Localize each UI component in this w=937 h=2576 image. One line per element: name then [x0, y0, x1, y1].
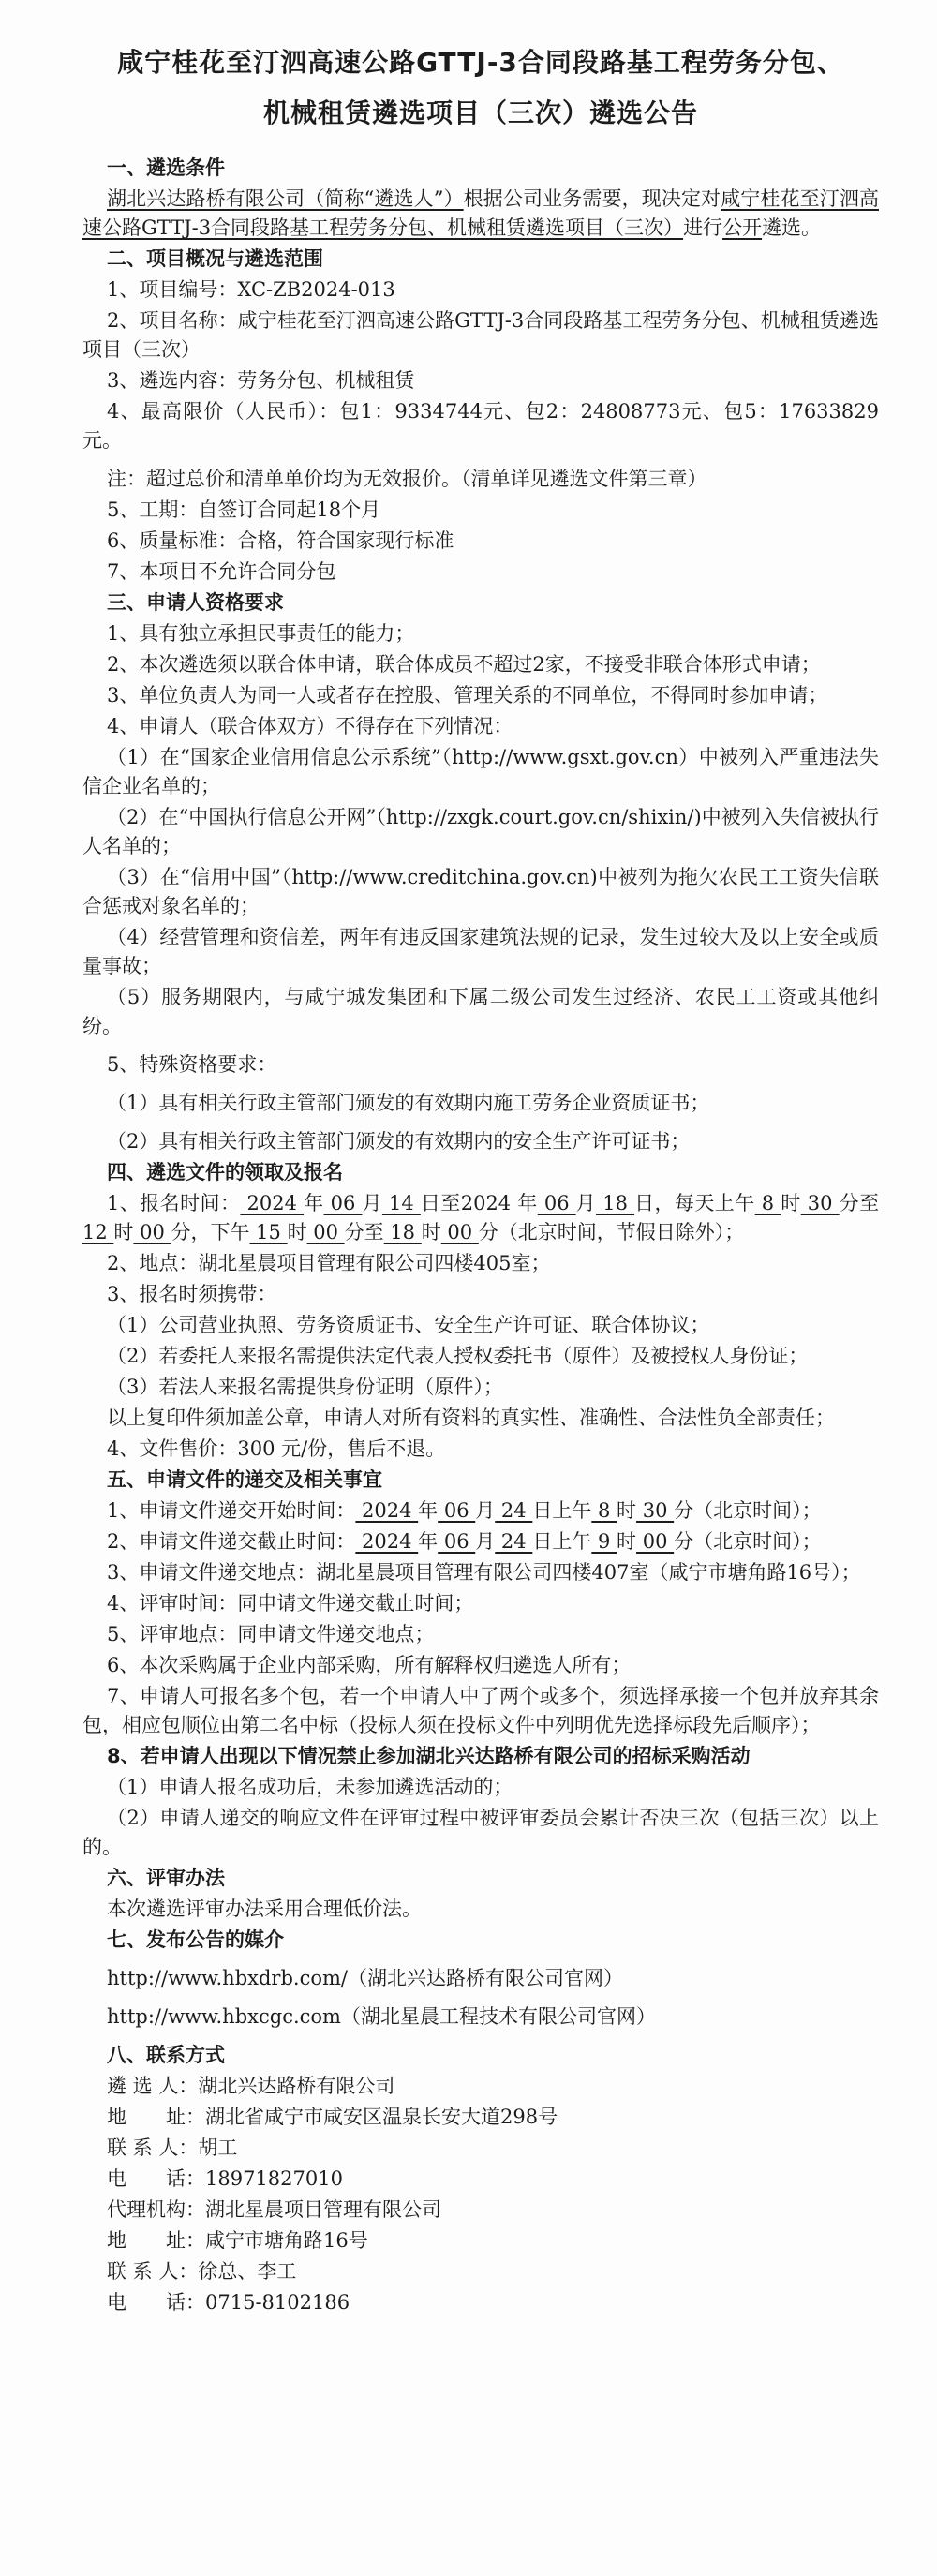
section-4-heading: 四、遴选文件的领取及报名 [107, 1161, 343, 1184]
section-6-heading: 六、评审办法 [107, 1867, 225, 1889]
paragraph-registration-time: 1、报名时间： 2024 年 06 月 14 日至2024 年 06 月 18 日，每天上午 8 时 30 分至 12 时 00 分，下午 15 时 00 分至 18 时 00 分（北京时间，节假日除外）； [82, 1192, 880, 1243]
paragraph-special-qualification: 5、特殊资格要求： [107, 1053, 277, 1076]
paragraph-registration-bring-2: （2）若委托人来报名需提供法定代表人授权委托书（原件）及被授权人身份证； [107, 1345, 809, 1367]
paragraph-qualification-4-5: （5）服务期限内，与咸宁城发集团和下属二级公司发生过经济、农民工工资或其他纠纷。 [82, 986, 879, 1037]
contact-agency-address: 地 址：咸宁市塘角路16号 [107, 2229, 368, 2252]
paragraph-quality-standard: 6、质量标准：合格，符合国家现行标准 [107, 529, 454, 552]
paragraph-review-method: 本次遴选评审办法采用合理低价法。 [107, 1898, 422, 1920]
paragraph-document-price: 4、文件售价：300 元/份，售后不退。 [107, 1437, 446, 1460]
paragraph-registration-bring-1: （1）公司营业执照、劳务资质证书、安全生产许可证、联合体协议； [107, 1314, 710, 1336]
paragraph-prohibition-1: （1）申请人报名成功后，未参加遴选活动的； [107, 1776, 513, 1798]
section-8-heading: 八、联系方式 [107, 2044, 225, 2066]
paragraph-qualification-4: 4、申请人（联合体双方）不得存在下列情况： [107, 715, 513, 737]
paragraph-prohibition-2: （2）申请人递交的响应文件在评审过程中被评审委员会累计否决三次（包括三次）以上的。 [82, 1807, 879, 1858]
paragraph-price-limit: 4、最高限价（人民币）：包1：9334744元、包2：24808773元、包5：17633829元。 [82, 400, 879, 452]
paragraph-qualification-4-4: （4）经营管理和资信差，两年有违反国家建筑法规的记录，发生过较大及以上安全或质量事故； [82, 926, 879, 977]
paragraph-qualification-1: 1、具有独立承担民事责任的能力； [107, 622, 415, 645]
document-title [82, 37, 879, 139]
paragraph-duration: 5、工期：自签订合同起18个月 [107, 499, 381, 521]
paragraph-project-number: 1、项目编号：XC-ZB2024-013 [107, 278, 395, 301]
document-title-line1: 咸宁桂花至汀泗高速公路GTTJ-3合同段路基工程劳务分包、 [117, 47, 844, 78]
section-1-heading: 一、遴选条件 [107, 156, 225, 179]
document-title-line2: 机械租赁遴选项目（三次）遴选公告 [262, 97, 698, 128]
paragraph-multiple-packages: 7、申请人可报名多个包，若一个申请人中了两个或多个，须选择承接一个包并放弃其余包，相应包顺位由第二名中标（投标人须在投标文件中列明优先选择标段先后顺序）； [82, 1685, 879, 1736]
paragraph-internal-procurement: 6、本次采购属于企业内部采购，所有解释权归遴选人所有； [107, 1654, 632, 1676]
paragraph-qualification-4-2: （2）在“中国执行信息公开网”（http://zxgk.court.gov.cn/shixin/)中被列入失信被执行人名单的； [82, 806, 879, 857]
paragraph-qualification-3: 3、单位负责人为同一人或者存在控股、管理关系的不同单位，不得同时参加申请； [107, 684, 828, 707]
paragraph-price-note: 注：超过总价和清单单价均为无效报价。（清单详见遴选文件第三章） [107, 468, 707, 490]
announcement-url-xingchen: http://www.hbxcgc.com（湖北星晨工程技术有限公司官网） [107, 2005, 656, 2028]
paragraph-qualification-2: 2、本次遴选须以联合体申请，联合体成员不超过2家，不接受非联合体形式申请； [107, 653, 821, 676]
paragraph-review-time: 4、评审时间：同申请文件递交截止时间； [107, 1592, 474, 1615]
paragraph-project-name: 2、项目名称：咸宁桂花至汀泗高速公路GTTJ-3合同段路基工程劳务分包、机械租赁遴选项目（三次） [82, 309, 879, 361]
paragraph-submission-start: 1、申请文件递交开始时间： 2024 年 06 月 24 日上午 8 时 30 分（北京时间）； [107, 1499, 822, 1522]
paragraph-copies-note: 以上复印件须加盖公章，申请人对所有资料的真实性、准确性、合法性负全部责任； [107, 1407, 835, 1429]
contact-agency: 代理机构：湖北星晨项目管理有限公司 [107, 2198, 441, 2221]
announcement-url-xingda: http://www.hbxdrb.com/（湖北兴达路桥有限公司官网） [107, 1967, 623, 1989]
section-5-heading: 五、申请文件的递交及相关事宜 [107, 1468, 382, 1491]
paragraph-qualification-4-1: （1）在“国家企业信用信息公示系统”（http://www.gsxt.gov.cn）中被列入严重违法失信企业名单的； [82, 746, 879, 797]
paragraph-registration-bring-3: （3）若法人来报名需提供身份证明（原件）； [107, 1376, 503, 1398]
contact-agency-person: 联 系 人：徐总、李工 [107, 2260, 297, 2283]
contact-selector-phone: 电 话：18971827010 [107, 2167, 343, 2190]
section-3-heading: 三、申请人资格要求 [107, 591, 284, 614]
paragraph-submission-deadline: 2、申请文件递交截止时间： 2024 年 06 月 24 日上午 9 时 00 分（北京时间）； [107, 1530, 822, 1553]
contact-selector-person: 联 系 人：胡工 [107, 2137, 238, 2159]
paragraph-no-subcontract: 7、本项目不允许合同分包 [107, 560, 336, 583]
paragraph-review-place: 5、评审地点：同申请文件递交地点； [107, 1623, 435, 1645]
contact-agency-phone: 电 话：0715-8102186 [107, 2291, 350, 2314]
paragraph-submission-place: 3、申请文件递交地点：湖北星晨项目管理有限公司四楼407室（咸宁市塘角路16号）； [107, 1561, 861, 1584]
section-2-heading: 二、项目概况与遴选范围 [107, 247, 323, 270]
paragraph-registration-bring: 3、报名时须携带： [107, 1283, 277, 1305]
paragraph-special-qualification-2: （2）具有相关行政主管部门颁发的有效期内的安全生产许可证书； [107, 1130, 691, 1153]
paragraph-prohibition: 8、若申请人出现以下情况禁止参加湖北兴达路桥有限公司的招标采购活动 [107, 1745, 751, 1767]
contact-selector: 遴 选 人：湖北兴达路桥有限公司 [107, 2075, 395, 2097]
paragraph-qualification-4-3: （3）在“信用中国”（http://www.creditchina.gov.cn)中被列为拖欠农民工工资失信联合惩戒对象名单的； [82, 866, 879, 917]
paragraph-selection-condition: 湖北兴达路桥有限公司（简称“遴选人”）根据公司业务需要，现决定对咸宁桂花至汀泗高速公路GTTJ-3合同段路基工程劳务分包、机械租赁遴选项目（三次）进行公开遴选。 [82, 187, 879, 239]
paragraph-registration-place: 2、地点：湖北星晨项目管理有限公司四楼405室； [107, 1252, 551, 1274]
contact-selector-address: 地 址：湖北省咸宁市咸安区温泉长安大道298号 [107, 2106, 558, 2128]
paragraph-special-qualification-1: （1）具有相关行政主管部门颁发的有效期内施工劳务企业资质证书； [107, 1092, 710, 1114]
section-7-heading: 七、发布公告的媒介 [107, 1928, 284, 1951]
paragraph-selection-content: 3、遴选内容：劳务分包、机械租赁 [107, 369, 415, 392]
